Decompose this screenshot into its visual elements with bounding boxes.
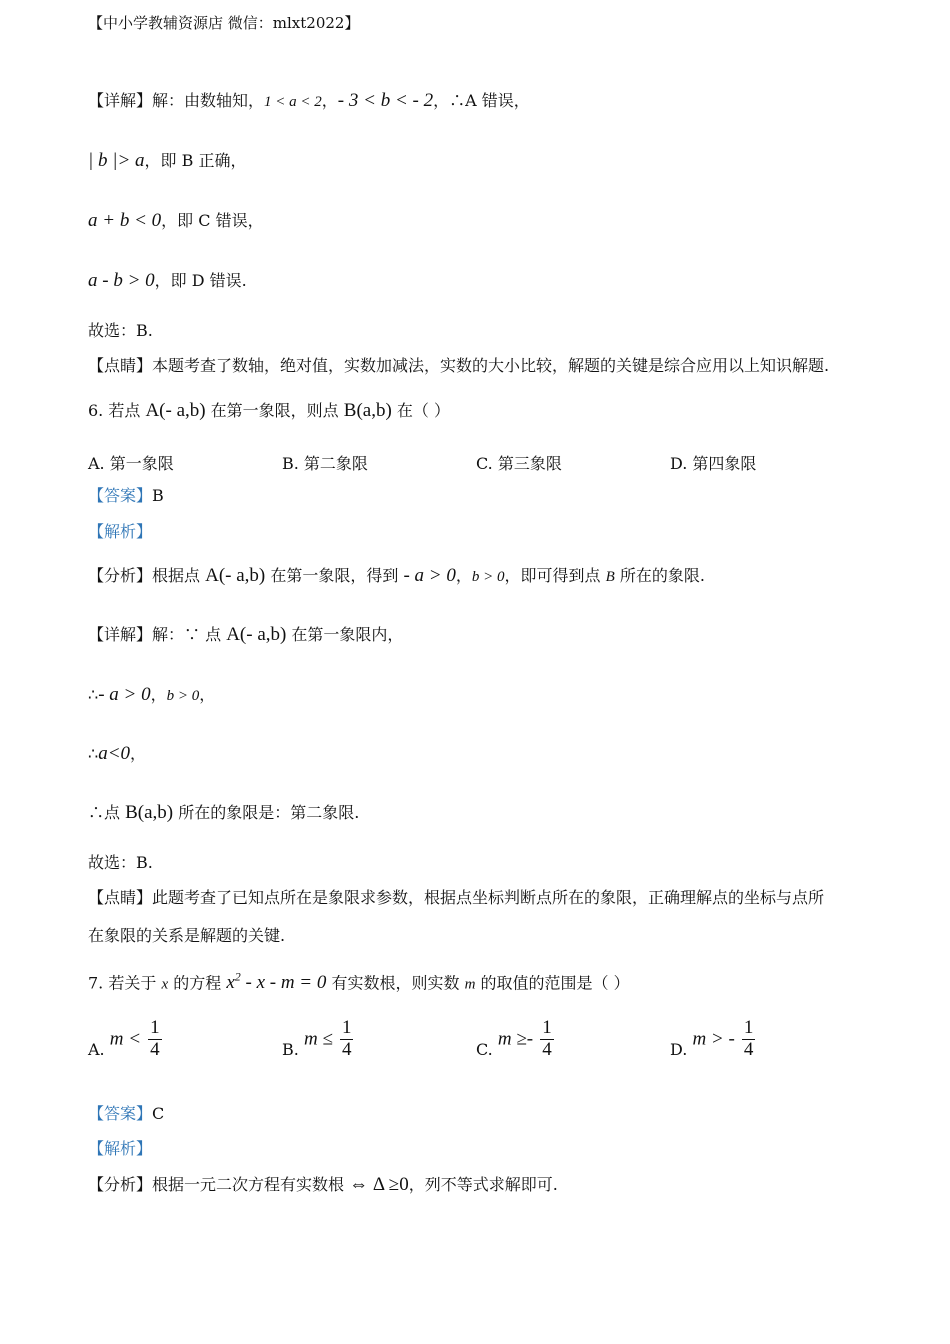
eq-exponent: 2 [234,970,241,984]
option-letter: C. [476,1039,493,1059]
denominator: 4 [341,1038,352,1060]
math-equation [226,972,326,993]
comment-tag: 【点睛】 [88,356,153,375]
q6-option-b: B. 第二象限 [282,454,368,473]
fraction [340,1018,354,1061]
q5-comment [88,356,829,375]
question-number: 6. 若点 [88,401,146,420]
fenxi-c: ， [455,566,472,585]
detail-a: 解：∵ 点 [152,625,227,644]
denominator: 4 [542,1038,552,1060]
numerator: 1 [341,1017,352,1038]
fraction [742,1018,756,1061]
math-b: | b |> a [88,150,145,171]
option-letter: A. [88,1039,105,1059]
option-lhs: m < [109,1028,142,1050]
fenxi-b: 在第一象限，得到 [265,566,404,585]
option-lhs: m > - [692,1028,735,1050]
denominator: 4 [743,1038,754,1060]
math-ineq1: - a > 0 [98,684,151,705]
math-point-a: A(- a,b) [226,624,287,645]
math-ineq2: b > 0 [166,688,200,704]
math-cond2: - 3 < b < - 2 [337,90,434,111]
numerator: 1 [743,1017,754,1038]
math-cond1: 1 < a < 2 [264,94,322,110]
answer-tag: 【答案】 [88,1104,153,1123]
fraction [540,1018,554,1061]
detail-b: 在第一象限内， [286,625,404,644]
answer-tag: 【答案】 [88,486,153,505]
question-tail: 在（ ） [391,401,450,420]
option-lhs: m ≤ [303,1028,333,1050]
q7-analysis-tag: 【解析】 [88,1139,153,1158]
math-ineq: a<0 [98,743,131,764]
question-tail1: 有实数根，则实数 [326,973,465,993]
end: ， [130,744,147,763]
q5-line-c [88,210,264,233]
math-b: B [605,569,615,585]
q5-line-b [88,150,246,173]
math-point-a: A(- a,b) [205,565,266,586]
q7-option-a [88,1018,162,1061]
q6-fenxi [88,565,705,588]
question-number: 7. 若关于 [88,973,162,993]
q7-answer [88,1104,164,1123]
math-discriminant: ⇔ Δ ≥0 [349,1174,409,1195]
detail-tag: 【详解】 [88,91,153,110]
option-letter: D. [670,1039,688,1059]
text-b: ，即 B 正确， [144,151,247,170]
math-point-a: A(- a,b) [145,400,206,421]
q7-option-d [670,1018,755,1061]
q6-answer [88,486,164,505]
sep: ， [150,685,167,704]
q6-step3 [88,802,359,825]
math-m: m [464,976,476,993]
q6-step2 [88,743,146,766]
q5-line-d [88,270,247,293]
numerator: 1 [150,1017,160,1038]
fenxi-tag: 【分析】 [88,1175,153,1194]
q6-option-a: A. 第一象限 [88,454,174,473]
denominator: 4 [150,1038,160,1060]
q7-question [88,970,630,995]
q7-option-b [282,1018,353,1061]
therefore-symbol: ∴ [88,744,99,763]
comment-text: 本题考查了数轴，绝对值，实数加减法，实数的大小比较，解题的关键是综合应用以上知识解题. [152,356,830,375]
conclusion-a: ，∴A 错误， [433,91,530,110]
math-ineq1: - a > 0 [403,565,456,586]
fenxi-a: 根据一元二次方程有实数根 [152,1175,350,1194]
fenxi-b: ，列不等式求解即可. [408,1175,558,1194]
q7-option-c [476,1018,554,1061]
q6-choice: 故选：B. [88,853,153,872]
q5-detail-line [88,90,530,113]
detail-tag: 【详解】 [88,625,153,644]
step3-text: 所在的象限是：第二象限. [173,803,360,822]
option-letter: B. [282,1039,299,1059]
comment-tag: 【点睛】 [88,888,153,907]
fenxi-a: 根据点 [152,566,206,585]
eq-rest: - x - m = 0 [240,972,327,994]
q6-comment-line2: 在象限的关系是解题的关键. [88,926,286,945]
therefore-symbol: ∴ [88,685,99,704]
numerator: 1 [542,1017,552,1038]
q6-option-d: D. 第四象限 [670,454,757,473]
option-lhs: m ≥- [497,1028,534,1050]
math-d: a - b > 0 [88,270,155,291]
answer-value: C [152,1104,165,1123]
q6-analysis-tag: 【解析】 [88,522,153,541]
eq-x: x [226,972,235,994]
math-point-b: B(a,b) [125,802,174,823]
text-d: ，即 D 错误. [154,271,247,290]
fenxi-e: 所在的象限. [614,566,705,585]
comment-text: 此题考查了已知点所在是象限求参数，根据点坐标判断点所在的象限，正确理解点的坐标与点所 [152,888,825,907]
math-c: a + b < 0 [88,210,162,231]
math-x: x [161,976,169,993]
q5-choice: 故选：B. [88,321,153,340]
question-mid: 在第一象限，则点 [205,401,344,420]
question-tail2: 的取值的范围是（ ） [475,973,630,993]
detail-intro: 解：由数轴知， [152,91,265,110]
header-text: 【中小学教辅资源店 微信：mlxt2022】 [88,14,360,32]
q7-fenxi [88,1174,558,1197]
math-ineq2: b > 0 [471,569,505,585]
q6-detail [88,624,403,647]
q6-comment-line1 [88,888,824,907]
therefore-symbol: ∴点 [88,803,126,822]
answer-value: B [152,486,164,505]
sep: ， [321,91,338,110]
fenxi-tag: 【分析】 [88,566,153,585]
q6-step1 [88,684,215,707]
fraction [148,1018,162,1061]
question-mid: 的方程 [168,973,227,993]
math-point-b: B(a,b) [343,400,392,421]
q6-question [88,400,450,423]
text-c: ，即 C 错误， [161,211,264,230]
q6-option-c: C. 第三象限 [476,454,562,473]
end: ， [199,685,216,704]
fenxi-d: ，即可得到点 [504,566,606,585]
